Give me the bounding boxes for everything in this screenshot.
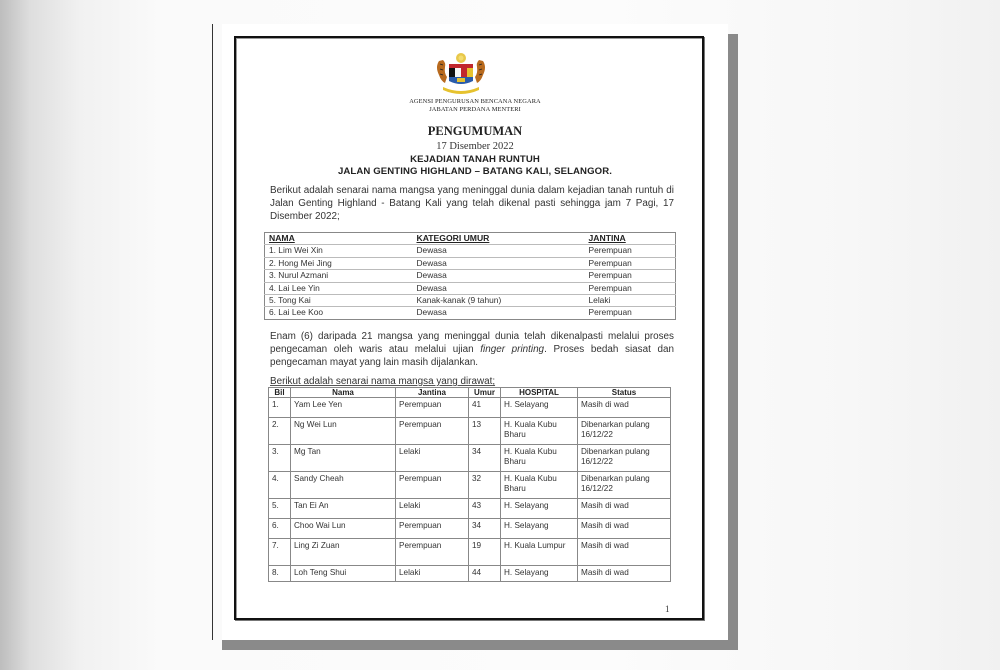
announcement-title: PENGUMUMAN — [427, 124, 523, 138]
patient-name: Sandy Cheah — [291, 472, 396, 499]
document-page — [222, 24, 728, 640]
age: 19 — [469, 539, 501, 566]
row-number: 3. — [269, 445, 291, 472]
table-row — [269, 539, 671, 566]
gender: Perempuan — [396, 398, 469, 418]
status: Masih di wad — [578, 539, 671, 566]
hospital: H. Kuala Kubu Bharu — [501, 445, 578, 472]
gender: Perempuan — [585, 282, 676, 294]
patient-name: Mg Tan — [291, 445, 396, 472]
column-header: JANTINA — [585, 233, 676, 245]
victim-name: 5. Tong Kai — [265, 295, 413, 307]
table-row — [269, 499, 671, 519]
victim-name: 1. Lim Wei Xin — [265, 245, 413, 257]
patient-name: Yam Lee Yen — [291, 398, 396, 418]
incident-title: KEJADIAN TANAH RUNTUH — [410, 154, 540, 165]
treated-table — [268, 387, 671, 582]
gender: Perempuan — [396, 519, 469, 539]
identification-text-end: . Proses bedah siasat dan pengecaman mayat yang lain masih dijalankan. — [270, 344, 674, 369]
gender: Perempuan — [396, 539, 469, 566]
hospital: H. Selayang — [501, 566, 578, 582]
identification-text: Enam (6) daripada 21 mangsa yang meninggal dunia telah dikenalpasti melalui proses pengecaman oleh waris atau melalui ujian — [270, 331, 674, 356]
page-number: 1 — [665, 604, 670, 614]
gender: Perempuan — [396, 418, 469, 445]
column-header: HOSPITAL — [501, 388, 578, 398]
victim-name: 6. Lai Lee Koo — [269, 307, 324, 318]
row-number: 7. — [269, 539, 291, 566]
deceased-table — [264, 232, 676, 320]
page-shadow-right — [728, 34, 738, 650]
gender: Perempuan — [585, 257, 676, 269]
patient-name: Choo Wai Lun — [291, 519, 396, 539]
hospital: H. Kuala Lumpur — [501, 539, 578, 566]
page-edge-line — [212, 24, 213, 640]
row-number: 8. — [269, 566, 291, 582]
table-row — [269, 519, 671, 539]
table-row — [265, 245, 676, 257]
table-row — [269, 445, 671, 472]
announcement-date: 17 Disember 2022 — [436, 141, 514, 152]
age-category: Dewasa — [413, 270, 585, 282]
column-header: Nama — [291, 388, 396, 398]
age-category: Kanak-kanak (9 tahun) — [413, 295, 585, 307]
gender: Perempuan — [396, 472, 469, 499]
identification-paragraph — [270, 330, 674, 370]
table-row — [265, 307, 676, 319]
hospital: H. Kuala Kubu Bharu — [501, 418, 578, 445]
status: Masih di wad — [578, 499, 671, 519]
table-header-row — [265, 233, 676, 245]
treated-lead-text: Berikut adalah senarai nama mangsa yang dirawat; — [270, 376, 496, 387]
age-category: Dewasa — [413, 245, 585, 257]
status: Masih di wad — [578, 398, 671, 418]
department-name: JABATAN PERDANA MENTERI — [429, 106, 521, 113]
patient-name: Tan Ei An — [291, 499, 396, 519]
age: 43 — [469, 499, 501, 519]
gender: Lelaki — [585, 295, 676, 307]
gender: Lelaki — [396, 566, 469, 582]
column-header: Umur — [469, 388, 501, 398]
intro-paragraph: Berikut adalah senarai nama mangsa yang meninggal dunia dalam kejadian tanah runtuh di Jalan Genting Highland - Batang Kali yang telah dikenal pasti sehingga jam 7 Pagi, 17 Disember 2022; — [270, 185, 674, 223]
table-row — [269, 418, 671, 445]
table-row — [265, 257, 676, 269]
status: Dibenarkan pulang 16/12/22 — [578, 418, 671, 445]
age: 41 — [469, 398, 501, 418]
gender: Perempuan — [585, 270, 676, 282]
age-category: Dewasa — [416, 307, 447, 318]
agency-name: AGENSI PENGURUSAN BENCANA NEGARA — [409, 98, 541, 105]
patient-name: Ng Wei Lun — [291, 418, 396, 445]
age: 44 — [469, 566, 501, 582]
age: 34 — [469, 445, 501, 472]
table-row — [269, 472, 671, 499]
table-row — [265, 270, 676, 282]
incident-location: JALAN GENTING HIGHLAND – BATANG KALI, SELANGOR. — [337, 166, 613, 177]
gender: Perempuan — [585, 245, 676, 257]
row-number: 6. — [269, 519, 291, 539]
gender: Perempuan — [588, 307, 632, 318]
age-category: Dewasa — [413, 282, 585, 294]
status: Masih di wad — [578, 566, 671, 582]
victim-name: 2. Hong Mei Jing — [265, 257, 413, 269]
column-header: Bil — [269, 388, 291, 398]
patient-name: Ling Zi Zuan — [291, 539, 396, 566]
table-row — [265, 295, 676, 307]
victim-name: 4. Lai Lee Yin — [265, 282, 413, 294]
hospital: H. Selayang — [501, 499, 578, 519]
age-category: Dewasa — [413, 257, 585, 269]
column-header: Jantina — [396, 388, 469, 398]
row-number: 2. — [269, 418, 291, 445]
table-row — [269, 566, 671, 582]
age: 32 — [469, 472, 501, 499]
page-shadow-bottom — [222, 640, 738, 650]
status: Masih di wad — [578, 519, 671, 539]
row-number: 4. — [269, 472, 291, 499]
finger-printing-term: finger printing — [480, 344, 545, 356]
table-header-row — [269, 388, 671, 398]
table-row — [265, 282, 676, 294]
hospital: H. Kuala Kubu Bharu — [501, 472, 578, 499]
patient-name: Loh Teng Shui — [291, 566, 396, 582]
column-header: KATEGORI UMUR — [413, 233, 585, 245]
malaysia-coat-of-arms-icon — [433, 51, 489, 95]
table-row — [269, 398, 671, 418]
column-header: Status — [578, 388, 671, 398]
row-number: 1. — [269, 398, 291, 418]
age: 34 — [469, 519, 501, 539]
column-header: NAMA — [265, 233, 413, 245]
victim-name: 3. Nurul Azmani — [265, 270, 413, 282]
status: Dibenarkan pulang 16/12/22 — [578, 445, 671, 472]
row-number: 5. — [269, 499, 291, 519]
gender: Lelaki — [396, 445, 469, 472]
gender: Lelaki — [396, 499, 469, 519]
hospital: H. Selayang — [501, 519, 578, 539]
status: Dibenarkan pulang 16/12/22 — [578, 472, 671, 499]
age: 13 — [469, 418, 501, 445]
hospital: H. Selayang — [501, 398, 578, 418]
